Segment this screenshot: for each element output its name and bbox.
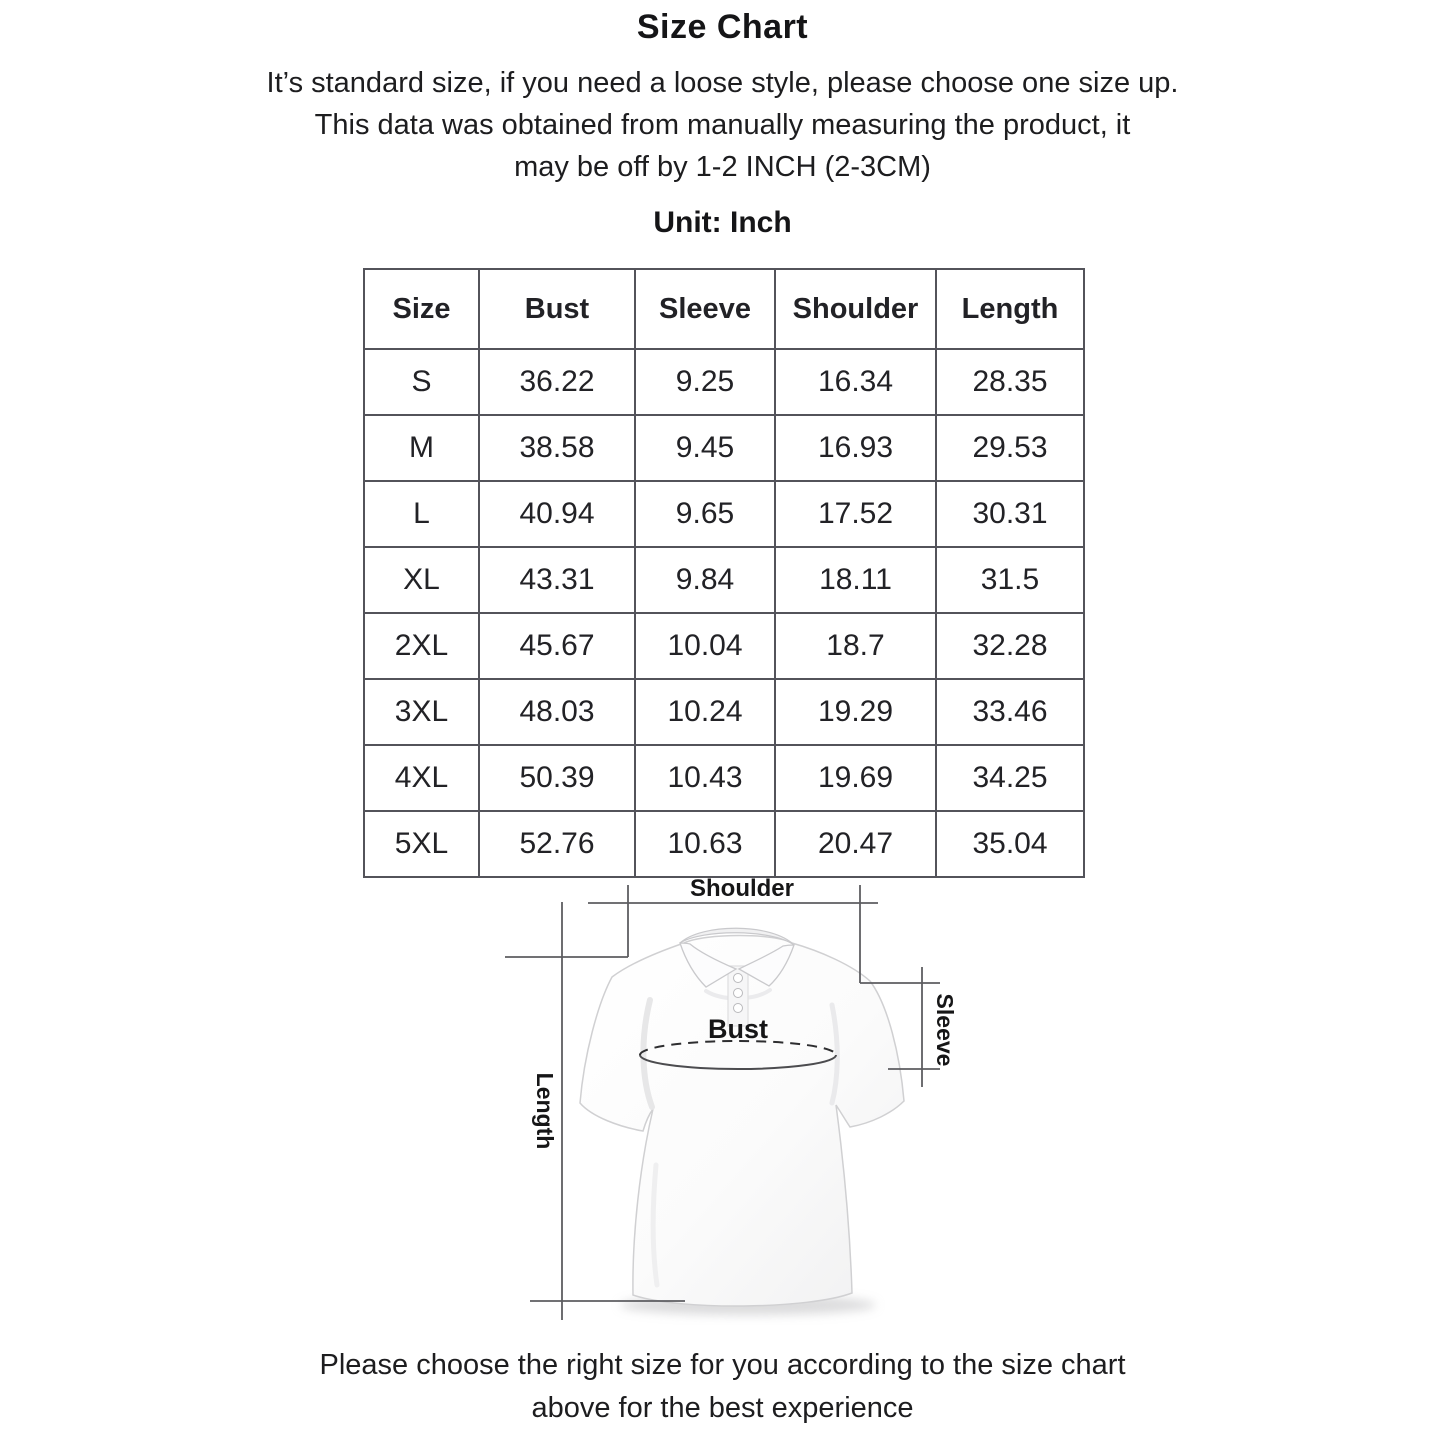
table-header-cell: Shoulder bbox=[775, 269, 936, 349]
table-cell: 10.63 bbox=[635, 811, 775, 877]
shirt-measurement-diagram bbox=[480, 865, 1010, 1330]
size-note-line: may be off by 1-2 INCH (2-3CM) bbox=[514, 151, 931, 183]
page-title: Size Chart bbox=[636, 8, 809, 46]
bust-label: Bust bbox=[708, 1014, 768, 1044]
table-cell: 34.25 bbox=[936, 745, 1084, 811]
table-cell: 29.53 bbox=[936, 415, 1084, 481]
table-row bbox=[364, 679, 1084, 745]
footer-note-line: above for the best experience bbox=[531, 1392, 914, 1424]
table-cell: 9.25 bbox=[635, 349, 775, 415]
table-cell: S bbox=[364, 349, 479, 415]
table-cell: 16.93 bbox=[775, 415, 936, 481]
size-table bbox=[363, 268, 1085, 878]
shirt-button bbox=[734, 989, 743, 998]
table-cell: 18.11 bbox=[775, 547, 936, 613]
table-row bbox=[364, 613, 1084, 679]
table-cell: 19.29 bbox=[775, 679, 936, 745]
table-cell: M bbox=[364, 415, 479, 481]
table-cell: 4XL bbox=[364, 745, 479, 811]
table-cell: 32.28 bbox=[936, 613, 1084, 679]
unit-label: Unit: Inch bbox=[653, 206, 792, 239]
table-cell: 35.04 bbox=[936, 811, 1084, 877]
table-cell: 40.94 bbox=[479, 481, 635, 547]
table-cell: 10.04 bbox=[635, 613, 775, 679]
table-cell: 18.7 bbox=[775, 613, 936, 679]
size-note-line: It’s standard size, if you need a loose style, please choose one size up. bbox=[266, 67, 1179, 99]
table-row bbox=[364, 547, 1084, 613]
table-cell: 16.34 bbox=[775, 349, 936, 415]
table-cell: 10.43 bbox=[635, 745, 775, 811]
table-row bbox=[364, 349, 1084, 415]
table-cell: 10.24 bbox=[635, 679, 775, 745]
footer-note-line: Please choose the right size for you according to the size chart bbox=[319, 1349, 1126, 1381]
table-header-row bbox=[364, 269, 1084, 349]
sleeve-label: Sleeve bbox=[932, 993, 958, 1067]
table-cell: 52.76 bbox=[479, 811, 635, 877]
table-cell: XL bbox=[364, 547, 479, 613]
table-cell: 20.47 bbox=[775, 811, 936, 877]
table-cell: 38.58 bbox=[479, 415, 635, 481]
table-cell: 43.31 bbox=[479, 547, 635, 613]
table-cell: 3XL bbox=[364, 679, 479, 745]
table-cell: 36.22 bbox=[479, 349, 635, 415]
table-cell: 17.52 bbox=[775, 481, 936, 547]
table-row bbox=[364, 481, 1084, 547]
table-header-cell: Sleeve bbox=[635, 269, 775, 349]
shoulder-label: Shoulder bbox=[689, 875, 795, 902]
length-label: Length bbox=[532, 1072, 558, 1150]
table-cell: 33.46 bbox=[936, 679, 1084, 745]
polo-shirt-graphic bbox=[580, 928, 904, 1306]
table-cell: 9.65 bbox=[635, 481, 775, 547]
table-cell: L bbox=[364, 481, 479, 547]
footer-note bbox=[0, 1344, 1445, 1430]
table-cell: 31.5 bbox=[936, 547, 1084, 613]
table-cell: 30.31 bbox=[936, 481, 1084, 547]
table-cell: 48.03 bbox=[479, 679, 635, 745]
shirt-button bbox=[734, 974, 743, 983]
shirt-button bbox=[734, 1004, 743, 1013]
table-header-cell: Length bbox=[936, 269, 1084, 349]
table-cell: 19.69 bbox=[775, 745, 936, 811]
table-row bbox=[364, 415, 1084, 481]
table-header-cell: Bust bbox=[479, 269, 635, 349]
table-cell: 28.35 bbox=[936, 349, 1084, 415]
table-cell: 9.84 bbox=[635, 547, 775, 613]
table-cell: 5XL bbox=[364, 811, 479, 877]
table-cell: 2XL bbox=[364, 613, 479, 679]
table-cell: 9.45 bbox=[635, 415, 775, 481]
size-note bbox=[0, 62, 1445, 188]
table-row bbox=[364, 745, 1084, 811]
table-header-cell: Size bbox=[364, 269, 479, 349]
size-note-line: This data was obtained from manually measuring the product, it bbox=[314, 109, 1131, 141]
table-cell: 50.39 bbox=[479, 745, 635, 811]
table-cell: 45.67 bbox=[479, 613, 635, 679]
